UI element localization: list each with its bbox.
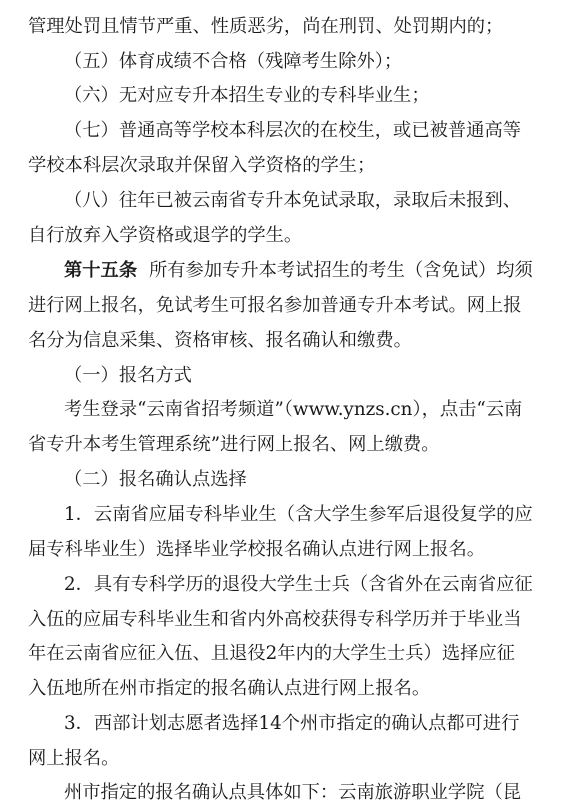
text-line: 自行放弃入学资格或退学的学生。 [28,225,303,246]
text-line: 年在云南省应征入伍、且退役2年内的大学生士兵）选择应征 [28,643,515,664]
text-line: 省专升本考生管理系统”进行网上报名、网上缴费。 [28,434,440,455]
text-line: （六）无对应专升本招生专业的专科毕业生； [64,85,430,106]
section-heading: （一）报名方式 [64,365,192,386]
text-line: 入伍的应届专科毕业生和省内外高校获得专科学历并于毕业当 [28,609,522,630]
text-line: 入伍地所在州市指定的报名确认点进行网上报名。 [28,678,431,699]
text-line: 3．西部计划志愿者选择14个州市指定的确认点都可进行 [64,713,520,734]
text-line: 进行网上报名，免试考生可报名参加普通专升本考试。网上报 [28,295,522,316]
text-line: 考生登录“云南省招考频道”（www.ynzs.cn），点击“云南 [64,399,523,420]
text-line: 网上报名。 [28,748,120,769]
text-line: 学校本科层次录取并保留入学资格的学生； [28,155,376,176]
section-heading: （二）报名确认点选择 [64,469,247,490]
text-line: 名分为信息采集、资格审核、报名确认和缴费。 [28,330,412,351]
text-line: 1．云南省应届专科毕业生（含大学生参军后退役复学的应 [64,504,533,525]
text-line: 届专科毕业生）选择毕业学校报名确认点进行网上报名。 [28,539,486,560]
text-line: 2．具有专科学历的退役大学生士兵（含省外在云南省应征 [64,574,533,595]
text-line: （八）往年已被云南省专升本免试录取，录取后未报到、 [64,190,522,211]
text-line: （七）普通高等学校本科层次的在校生，或已被普通高等 [64,120,522,141]
text-line: 州市指定的报名确认点具体如下：云南旅游职业学院（昆 [64,782,522,803]
text-line: 所有参加专升本考试招生的考生（含免试）均须 [148,260,533,281]
article-15-line [0,254,580,288]
article-heading: 第十五条 [64,260,138,281]
text-line: （五）体育成绩不合格（残障考生除外）； [64,51,403,72]
text-line: 管理处罚且情节严重、性质恶劣，尚在刑罚、处罚期内的； [28,16,504,37]
